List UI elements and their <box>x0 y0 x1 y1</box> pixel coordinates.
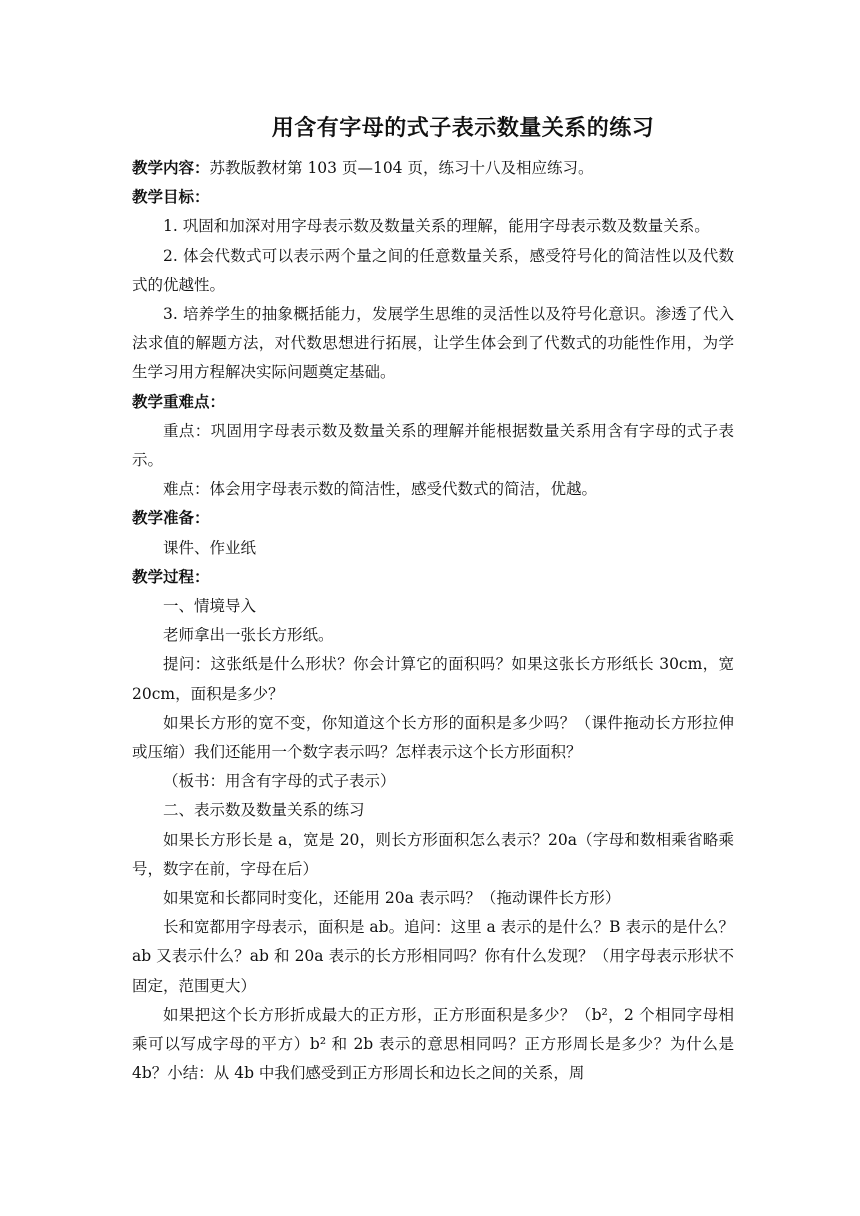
prep-text: 课件、作业纸 <box>163 538 257 557</box>
process-paragraph: 如果长方形的宽不变，你知道这个长方形的面积是多少吗？（课件拖动长方形拉伸或压缩）我们还能用一个数字表示吗？怎样表示这个长方形面积？ <box>132 713 734 762</box>
teaching-content <box>132 154 734 183</box>
keypoint-focus: 重点：巩固用字母表示数及数量关系的理解并能根据数量关系用含有字母的式子表示。 <box>132 421 734 470</box>
teaching-content-text: 苏教版教材第 103 页—104 页，练习十八及相应练习。 <box>209 159 594 177</box>
process-paragraph: 老师拿出一张长方形纸。 <box>163 626 334 645</box>
teaching-content-label: 教学内容： <box>132 159 210 177</box>
process-paragraph: 如果把这个长方形折成最大的正方形，正方形面积是多少？（b²，2 个相同字母相乘可以写成字母的平方）b² 和 2b 表示的意思相同吗？正方形周长是多少？为什么是 4b？小结：从 4b 中我们感受到正方形周长和边长之间的关系，周 <box>132 1005 734 1083</box>
goal-item: 1. 巩固和加深对用字母表示数及数量关系的理解，能用字母表示数及数量关系。 <box>163 217 710 236</box>
process-paragraph: 二、表示数及数量关系的练习 <box>163 801 365 820</box>
goals-heading: 教学目标： <box>132 188 210 207</box>
process-paragraph: 长和宽都用字母表示，面积是 ab。追问：这里 a 表示的是什么？B 表示的是什么？ab 又表示什么？ab 和 20a 表示的长方形相同吗？你有什么发现？（用字母表示形状不固定，范围更大） <box>132 918 735 995</box>
document-title: 用含有字母的式子表示数量关系的练习 <box>271 116 655 141</box>
goal-item: 2. 体会代数式可以表示两个量之间的任意数量关系，感受符号化的简洁性以及代数式的优越性。 <box>132 246 734 294</box>
process-paragraph: 如果宽和长都同时变化，还能用 20a 表示吗？（拖动课件长方形） <box>163 889 621 908</box>
process-paragraph: 提问：这张纸是什么形状？你会计算它的面积吗？如果这张长方形纸长 30cm，宽 20cm，面积是多少？ <box>132 655 734 703</box>
keypoint-difficulty: 难点：体会用字母表示数的简洁性，感受代数式的简洁，优越。 <box>163 480 598 499</box>
prep-heading: 教学准备： <box>132 509 210 528</box>
goal-item: 3. 培养学生的抽象概括能力，发展学生思维的灵活性以及符号化意识。渗透了代入法求值的解题方法，对代数思想进行拓展，让学生体会到了代数式的功能性作用，为学生学习用方程解决实际问题奠定基础。 <box>132 305 734 382</box>
process-heading: 教学过程： <box>132 567 210 586</box>
process-paragraph: 如果长方形长是 a，宽是 20，则长方形面积怎么表示？20a（字母和数相乘省略乘号，数字在前，字母在后） <box>132 830 734 878</box>
keypoints-heading: 教学重难点： <box>132 392 226 411</box>
process-paragraph: 一、情境导入 <box>163 597 257 616</box>
process-paragraph: （板书：用含有字母的式子表示） <box>163 772 396 791</box>
